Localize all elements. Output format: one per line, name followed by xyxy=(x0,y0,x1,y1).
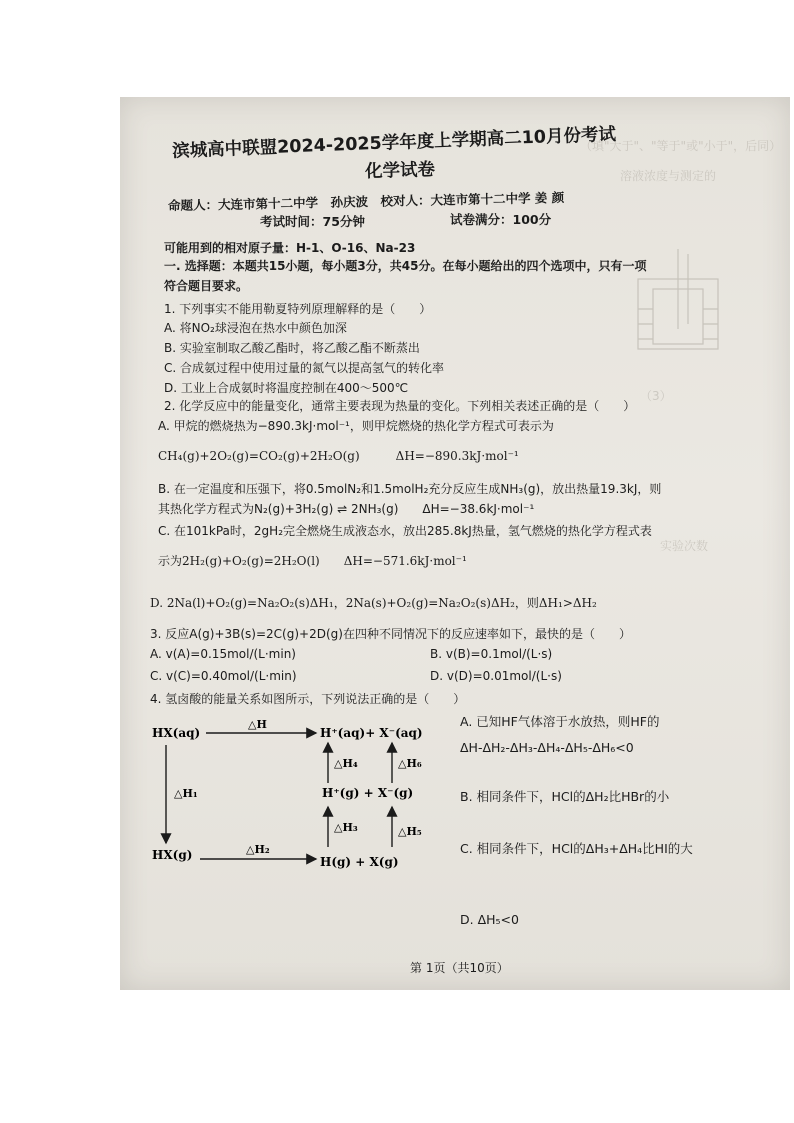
q4-option-a: A. 已知HF气体溶于水放热，则HF的 xyxy=(460,714,660,729)
exam-photo xyxy=(120,97,790,990)
label-dh1: △H₁ xyxy=(174,787,198,800)
q3-option-c: C. v(C)=0.40mol/(L·min) xyxy=(150,669,297,683)
exam-time: 考试时间：75分钟 xyxy=(260,214,365,229)
page-title: 滨城高中联盟2024-2025学年度上学期高二10月份考试 xyxy=(171,124,617,162)
q4-option-c: C. 相同条件下，HCl的ΔH₃+ΔH₄比HI的大 xyxy=(460,841,693,856)
q3-stem: 3. 反应A(g)+3B(s)=2C(g)+2D(g)在四种不同情况下的反应速率如下，最快的是（ ） xyxy=(150,627,631,641)
q1-option-c: C. 合成氨过程中使用过量的氮气以提高氢气的转化率 xyxy=(164,361,445,375)
label-dh3: △H₃ xyxy=(334,821,358,834)
q2-option-b: B. 在一定温度和压强下，将0.5molN₂和1.5molH₂充分反应生成NH₃(g)，放出热量19.3kJ，则 xyxy=(158,482,662,496)
page-footer: 第 1页（共10页） xyxy=(410,961,509,975)
q3-option-d: D. v(D)=0.01mol/(L·s) xyxy=(430,669,562,683)
q4-option-a-expr: ΔH-ΔH₂-ΔH₃-ΔH₄-ΔH₅-ΔH₆<0 xyxy=(460,740,634,755)
label-hx-aq: HX(aq) xyxy=(152,726,201,740)
energy-cycle-diagram xyxy=(148,715,458,890)
bleed-through-text: 实验次数 xyxy=(660,539,709,553)
q3-option-a: A. v(A)=0.15mol/(L·min) xyxy=(150,647,296,661)
q2-stem: 2. 化学反应中的能量变化，通常主要表现为热量的变化。下列相关表述正确的是（ ） xyxy=(164,399,636,413)
q1-option-b: B. 实验室制取乙酸乙酯时，将乙酸乙酯不断蒸出 xyxy=(164,341,420,355)
q3-option-b: B. v(B)=0.1mol/(L·s) xyxy=(430,647,553,661)
q4-option-d: D. ΔH₅<0 xyxy=(460,912,519,927)
exam-score: 试卷满分：100分 xyxy=(450,212,552,227)
section-intro: 一. 选择题：本题共15小题，每小题3分，共45分。在每小题给出的四个选项中，只有一项 xyxy=(164,259,647,273)
q2-option-c: C. 在101kPa时，2gH₂完全燃烧生成液态水，放出285.8kJ热量，氢气燃烧的热化学方程式表 xyxy=(158,524,652,538)
atomic-masses: 可能用到的相对原子量：H-1、O-16、Na-23 xyxy=(164,241,416,255)
label-hx-g: HX(g) xyxy=(152,848,193,862)
bleed-through-text: （填"大于"、"等于"或"小于"，后同） xyxy=(580,139,782,153)
label-dh: △H xyxy=(248,718,267,731)
section-intro-2: 符合题目要求。 xyxy=(164,279,249,293)
q1-option-d: D. 工业上合成氨时将温度控制在400～500℃ xyxy=(164,381,409,395)
q2-option-d: D. 2Na(l)+O₂(g)=Na₂O₂(s)ΔH₁，2Na(s)+O₂(g)=Na₂O₂(s)ΔH₂，则ΔH₁>ΔH₂ xyxy=(150,596,597,610)
q2-option-b-equation: 其热化学方程式为N₂(g)+3H₂(g) ⇌ 2NH₃(g) ΔH=−38.6kJ·mol⁻¹ xyxy=(158,502,535,516)
q4-option-b: B. 相同条件下，HCl的ΔH₂比HBr的小 xyxy=(460,789,670,804)
page-subtitle: 化学试卷 xyxy=(364,160,436,182)
label-dh6: △H₆ xyxy=(398,757,422,770)
label-dh5: △H₅ xyxy=(398,825,422,838)
q1-stem: 1. 下列事实不能用勒夏特列原理解释的是（ ） xyxy=(164,302,432,316)
q2-option-c-equation: 示为2H₂(g)+O₂(g)=2H₂O(l) ΔH=−571.6kJ·mol⁻¹ xyxy=(158,554,467,568)
label-ions-aq: H⁺(aq)+ X⁻(aq) xyxy=(320,726,423,740)
bleed-through-text: 溶液浓度与测定的 xyxy=(620,169,717,183)
q2-option-a-equation: CH₄(g)+2O₂(g)=CO₂(g)+2H₂O(g) ΔH=−890.3kJ·mol⁻¹ xyxy=(158,449,519,463)
q2-option-a: A. 甲烷的燃烧热为−890.3kJ·mol⁻¹，则甲烷燃烧的热化学方程式可表示为 xyxy=(158,419,554,433)
bleed-through-text: （3） xyxy=(640,389,672,403)
label-dh2: △H₂ xyxy=(246,843,270,856)
q4-stem: 4. 氢卤酸的能量关系如图所示，下列说法正确的是（ ） xyxy=(150,692,466,706)
label-dh4: △H₄ xyxy=(334,757,358,770)
q1-option-a: A. 将NO₂球浸泡在热水中颜色加深 xyxy=(164,321,347,335)
label-ions-g: H⁺(g) + X⁻(g) xyxy=(322,786,414,800)
authors-line: 命题人：大连市第十二中学 孙庆波 校对人：大连市第十二中学 姜 颜 xyxy=(167,189,565,214)
exam-sheet xyxy=(120,97,790,990)
label-atoms-g: H(g) + X(g) xyxy=(320,855,399,869)
